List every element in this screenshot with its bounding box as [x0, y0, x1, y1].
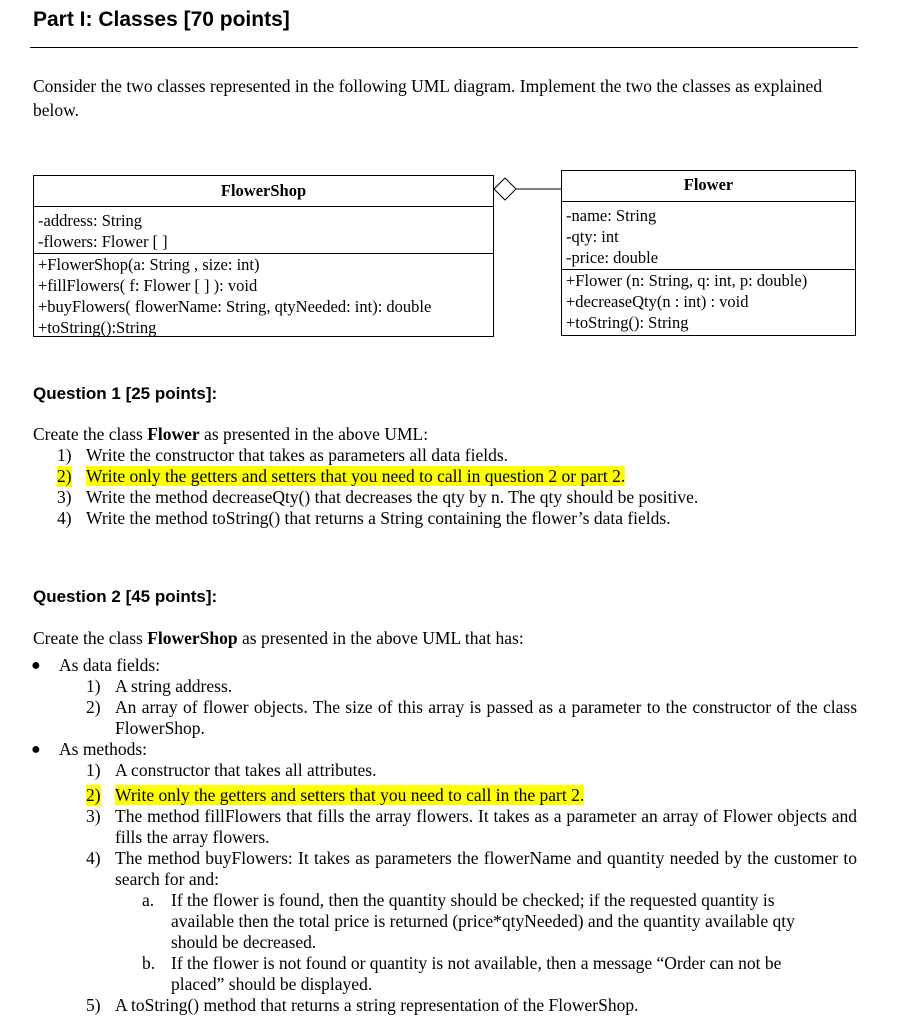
- class-name: Flower: [147, 424, 200, 444]
- aggregation-connector: [490, 175, 565, 203]
- uml-class-flowershop: [33, 175, 494, 337]
- uml-attributes: [562, 202, 855, 269]
- item-number: 2): [86, 785, 101, 805]
- list-item: [57, 487, 866, 508]
- uml-methods: [562, 269, 855, 333]
- uml-attribute: -name: String: [566, 206, 657, 225]
- uml-attribute: -flowers: Flower [ ]: [38, 232, 168, 251]
- bullet-data-fields: [31, 655, 859, 739]
- bullet-icon: ●: [31, 741, 41, 758]
- title-divider: [30, 47, 858, 48]
- data-fields-list: [86, 676, 857, 739]
- list-item: [142, 890, 827, 953]
- list-item: [86, 785, 857, 806]
- bullet-methods: [31, 739, 859, 1016]
- question-1-title: Question 1 [25 points]:: [33, 384, 218, 403]
- list-item: [86, 995, 857, 1016]
- item-number: 1): [86, 760, 101, 780]
- methods-list: [86, 760, 857, 1016]
- uml-method: +toString(): String: [566, 313, 689, 332]
- uml-method: +toString():String: [38, 318, 157, 337]
- aggregation-diamond-icon: [494, 178, 516, 200]
- uml-method: +decreaseQty(n : int) : void: [566, 292, 749, 311]
- item-letter: a.: [142, 890, 155, 910]
- uml-attribute: -price: double: [566, 248, 659, 267]
- item-text-highlighted: Write only the getters and setters that you need to call in question 2 or part 2.: [86, 466, 626, 486]
- list-item: [57, 508, 866, 529]
- intro-text: as presented in the above UML that has:: [237, 628, 524, 648]
- item-number: 3): [86, 806, 101, 826]
- bullet-label: As methods:: [59, 739, 147, 759]
- item-text: The method buyFlowers: It takes as parameters the flowerName and quantity needed by the customer to search for and:: [115, 848, 857, 889]
- sub-list: [142, 890, 827, 995]
- item-number: 2): [86, 697, 101, 717]
- item-number: 2): [57, 466, 72, 486]
- intro-text: Create the class: [33, 424, 148, 444]
- question-2-intro: [33, 628, 524, 649]
- question-2-bullets: [31, 655, 859, 1016]
- uml-method: +buyFlowers( flowerName: String, qtyNeeded: int): double: [38, 297, 432, 316]
- uml-attributes: [34, 207, 493, 253]
- item-text: A constructor that takes all attributes.: [115, 760, 377, 780]
- list-item: [86, 848, 857, 995]
- item-text: The method fillFlowers that fills the array flowers. It takes as a parameter an array of Flower objects and fills the array flowers.: [115, 806, 857, 847]
- item-text: Write the constructor that takes as parameters all data fields.: [86, 445, 509, 465]
- uml-method: +FlowerShop(a: String , size: int): [38, 255, 260, 274]
- item-text-highlighted: Write only the getters and setters that you need to call in the part 2.: [115, 785, 585, 805]
- list-item: [57, 445, 866, 466]
- intro-paragraph: Consider the two classes represented in the following UML diagram. Implement the two the classes as explained below.: [33, 76, 823, 120]
- item-text: A toString() method that returns a string representation of the FlowerShop.: [115, 995, 639, 1015]
- item-letter: b.: [142, 953, 156, 973]
- item-number: 1): [86, 676, 101, 696]
- part-title: Part I: Classes [70 points]: [33, 8, 290, 31]
- item-number: 3): [57, 487, 72, 507]
- list-item: [142, 953, 827, 995]
- bullet-icon: ●: [31, 657, 41, 674]
- bullet-label: As data fields:: [59, 655, 161, 675]
- item-number: 4): [86, 848, 101, 868]
- uml-methods: [34, 253, 493, 338]
- item-number: 1): [57, 445, 72, 465]
- item-text: An array of flower objects. The size of this array is passed as a parameter to the constructor of the class FlowerShop.: [115, 697, 857, 738]
- item-number: 5): [86, 995, 101, 1015]
- list-item: [86, 697, 857, 739]
- list-item: [57, 466, 866, 487]
- question-1-list: [57, 445, 866, 529]
- item-number: 4): [57, 508, 72, 528]
- item-text: If the flower is not found or quantity is not available, then a message “Order can not be placed” should be displayed.: [171, 953, 782, 994]
- item-text: Write the method toString() that returns a String containing the flower’s data fields.: [86, 508, 671, 528]
- uml-method: +Flower (n: String, q: int, p: double): [566, 271, 808, 290]
- uml-attribute: -address: String: [38, 211, 143, 230]
- item-text: Write the method decreaseQty() that decreases the qty by n. The qty should be positive.: [86, 487, 699, 507]
- list-item: [86, 760, 857, 781]
- list-item: [86, 676, 857, 697]
- intro-text: Create the class: [33, 628, 148, 648]
- question-1-intro: [33, 424, 428, 445]
- uml-attribute: -qty: int: [566, 227, 619, 246]
- intro-text: as presented in the above UML:: [199, 424, 429, 444]
- uml-class-name: Flower: [562, 171, 855, 202]
- uml-class-name: FlowerShop: [34, 176, 493, 207]
- list-item: [86, 806, 857, 848]
- item-text: A string address.: [115, 676, 233, 696]
- question-2-title: Question 2 [45 points]:: [33, 587, 218, 606]
- uml-method: +fillFlowers( f: Flower [ ] ): void: [38, 276, 258, 295]
- item-text: If the flower is found, then the quantity should be checked; if the requested quantity is available then the total price is returned (price*qtyNeeded) and the quantity available qty should be decreased.: [171, 890, 795, 952]
- class-name: FlowerShop: [147, 628, 238, 648]
- uml-class-flower: [561, 170, 856, 336]
